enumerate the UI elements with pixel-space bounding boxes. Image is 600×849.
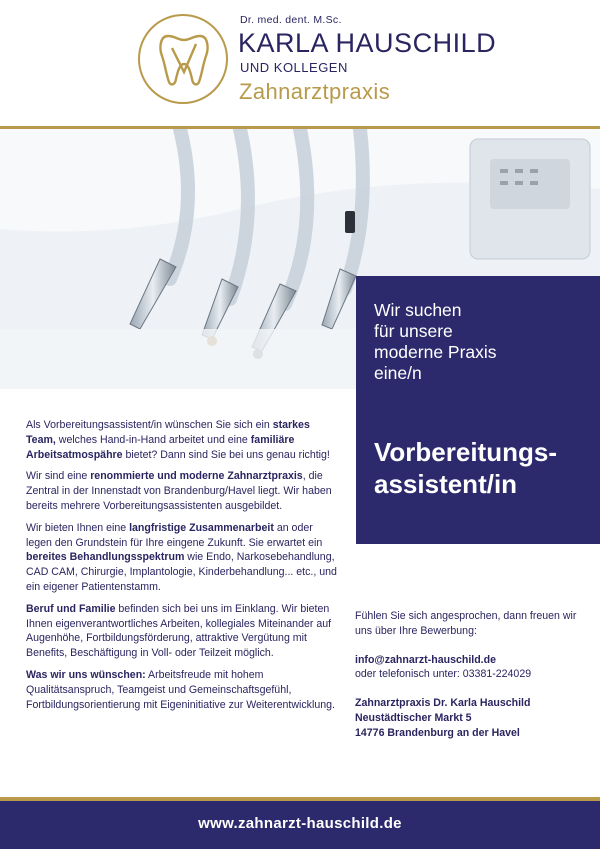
ad-intro-line: eine/n: [374, 363, 422, 383]
footer: [0, 801, 600, 849]
text-run: Was wir uns wünschen:: [26, 668, 146, 681]
ad-intro: [374, 300, 497, 384]
text-run: Arbeitsfreude mit hohem Qualitätsanspruch, Teamgeist und Gemeinschaftsgefühl, Fortbildungsorientierung mit Eigeninitiative zur Weiterentwicklung.: [26, 668, 335, 711]
text-run: starkes Team,: [26, 419, 310, 446]
address-line: Neustädtischer Markt 5: [355, 711, 472, 724]
tooth-logo-icon: [138, 14, 228, 104]
paragraph-family: [26, 602, 341, 661]
job-title-line: Vorbereitungs-: [374, 437, 557, 467]
text-run: Beruf und Familie: [26, 602, 116, 615]
paragraph-team: [26, 418, 341, 462]
phone-text: oder telefonisch unter: 03381-224029: [355, 668, 532, 681]
website-link[interactable]: www.zahnarzt-hauschild.de: [198, 815, 402, 832]
contact-block: [355, 609, 595, 741]
doctor-title: Dr. med. dent. M.Sc.: [240, 14, 342, 26]
description-column: [26, 418, 341, 719]
address-line: 14776 Brandenburg an der Havel: [355, 726, 520, 739]
text-run: Wir sind eine: [26, 470, 91, 483]
paragraph-wishes: [26, 668, 341, 712]
text-run: befinden sich bei uns im Einklang. Wir bieten Ihnen eigenverantwortliches Arbeiten, kollegiales Miteinander auf Augenhöhe, Fortbildungsförderung, attraktive Vergütung mit Benefits, Beschäftigung in Voll- oder Teilzeit möglich.: [26, 602, 332, 660]
text-run: , die Zentral in der Innenstadt von Brandenburg/Havel liegt. Wir haben bereits mehrere Vorbereitungsassistenten ausgebildet.: [26, 470, 332, 512]
text-run: Wir bieten Ihnen eine: [26, 521, 130, 534]
paragraph-practice: [26, 469, 341, 513]
text-run: familiäre Arbeitsatmospähre: [26, 433, 295, 461]
job-title-line: assistent/in: [374, 469, 518, 499]
contact-intro: Fühlen Sie sich angesprochen, dann freuen wir uns über Ihre Bewerbung:: [355, 610, 577, 637]
text-run: Als Vorbereitungsassistent/in wünschen Sie sich ein: [26, 419, 273, 431]
text-run: renommierte und moderne Zahnarztpraxis: [90, 470, 303, 483]
text-run: langfristige Zusammenarbeit: [129, 521, 274, 534]
text-run: wie Endo, Narkosebehandlung, CAD CAM, Chirurgie, Implantologie, Kinderbehandlung... etc., und ein eigener Patientenstamm.: [26, 551, 337, 593]
practice-name: Zahnarztpraxis: [239, 79, 391, 104]
text-run: bereites Behandlungsspektrum: [26, 551, 185, 564]
doctor-name: KARLA HAUSCHILD: [238, 28, 497, 58]
paragraph-offer: [26, 521, 341, 595]
text-run: an oder legen den Grundstein für Ihre eingene Zukunft. Sie erwartet ein: [26, 521, 323, 549]
doctor-subtitle: UND KOLLEGEN: [240, 60, 348, 75]
email-link[interactable]: info@zahnarzt-hauschild.de: [355, 653, 496, 666]
text-run: bietet? Dann sind Sie bei uns genau richtig!: [122, 448, 330, 461]
address-line: Zahnarztpraxis Dr. Karla Hauschild: [355, 697, 531, 710]
job-ad-box: [356, 276, 600, 544]
ad-intro-line: Wir suchen: [374, 300, 462, 320]
ad-intro-line: moderne Praxis: [374, 342, 497, 362]
header: [0, 0, 600, 126]
ad-intro-line: für unsere: [374, 321, 453, 341]
job-title: [374, 436, 557, 500]
text-run: welches Hand-in-Hand arbeitet und eine: [55, 433, 251, 446]
